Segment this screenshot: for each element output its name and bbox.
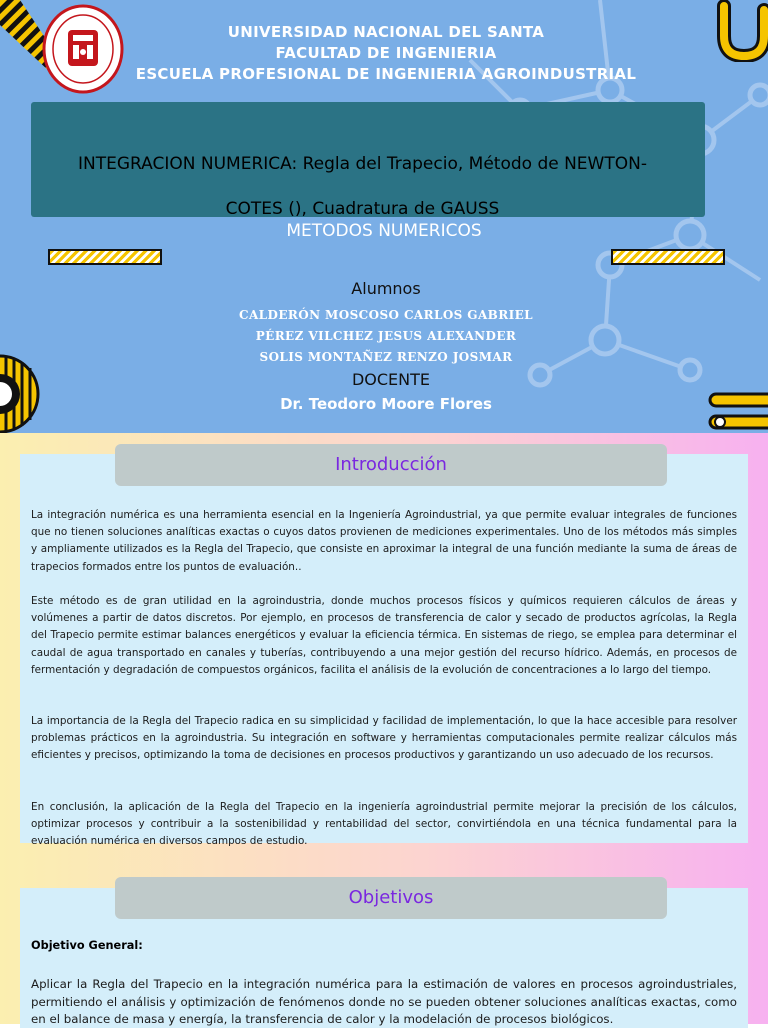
advisor-label: DOCENTE [351, 370, 431, 389]
student-name: CALDERÓN MOSCOSO CARLOS GABRIEL [239, 308, 533, 322]
advisor-name: Dr. Teodoro Moore Flores [280, 395, 492, 413]
hazard-stripe-right [611, 249, 725, 265]
university-seal-logo [42, 4, 124, 94]
poster-body [0, 433, 768, 1024]
course-name: METODOS NUMERICOS [286, 221, 482, 241]
students-label: Alumnos [351, 279, 421, 298]
general-objective-label: Objetivo General: [31, 939, 143, 952]
title-line-1: INTEGRACION NUMERICA: Regla del Trapecio, Método de NEWTON- [78, 154, 647, 174]
intro-paragraph: En conclusión, la aplicación de la Regla del Trapecio en la ingeniería agroindustrial permite mejorar la precisión de los cálculos, optimizar procesos y contribuir a la sostenibilidad y rentabilidad del sector, convirtiéndola en una técnica fundamental para la evaluación numérica en diversos campos de estudio. [31, 801, 737, 848]
intro-paragraph: La importancia de la Regla del Trapecio radica en su simplicidad y facilidad de implementación, lo que la hace accesible para resolver problemas prácticos en la agroindustria. Su integración en software y herramientas computacionales permite realizar cálculos más eficientes y precisos, optimizando la toma de decisiones en procesos productivos y garantizando un uso adecuado de los recursos. [31, 715, 737, 762]
student-name: SOLIS MONTAÑEZ RENZO JOSMAR [259, 350, 513, 364]
general-objective-text: Aplicar la Regla del Trapecio en la integración numérica para la estimación de valores en procesos agroindustriales, permitiendo el análisis y optimización de fenómenos donde no se pueden obtener soluciones analíticas exactas, como en el balance de masa y energía, la transferencia de calor y la modelación de procesos biológicos. [31, 977, 737, 1026]
school-name: ESCUELA PROFESIONAL DE INGENIERIA AGROINDUSTRIAL [135, 65, 637, 83]
student-name: PÉREZ VILCHEZ JESUS ALEXANDER [255, 329, 517, 343]
institution-heading [130, 22, 642, 85]
ring-decoration [0, 352, 45, 433]
poster-header [0, 0, 768, 433]
university-name: UNIVERSIDAD NACIONAL DEL SANTA [227, 23, 545, 41]
objectives-heading: Objetivos [115, 877, 667, 919]
pill-decoration [706, 390, 768, 433]
hazard-stripe-left [48, 249, 162, 265]
title-line-2: COTES (), Cuadratura de GAUSS [225, 199, 500, 219]
faculty-name: FACULTAD DE INGENIERIA [275, 44, 497, 62]
intro-paragraph: La integración numérica es una herramienta esencial en la Ingeniería Agroindustrial, ya que permite evaluar integrales de funciones que no tienen soluciones analíticas exactas o cuyos datos provienen de mediciones experimentales. Uno de los métodos más simples y ampliamente utilizados es la Regla del Trapecio, que consiste en aproximar la integral de una función mediante la suma de áreas de trapecios formados entre los puntos de evaluación.. [31, 509, 737, 573]
intro-paragraph: Este método es de gran utilidad en la agroindustria, donde muchos procesos físicos y químicos requieren cálculos de áreas y volúmenes a partir de datos discretos. Por ejemplo, en procesos de transferencia de calor y secado de productos agrícolas, la Regla del Trapecio permite estimar balances energéticos y evaluar la eficiencia térmica. En sistemas de riego, se emplea para determinar el caudal de agua transportado en canales y tuberías, contribuyendo a una mejor gestión del recurso hídrico. Además, en procesos de fermentación y degradación de compuestos orgánicos, facilita el análisis de la evolución de concentraciones a lo largo del tiempo. [31, 595, 737, 676]
hook-decoration [712, 0, 768, 62]
introduction-heading: Introducción [115, 444, 667, 486]
